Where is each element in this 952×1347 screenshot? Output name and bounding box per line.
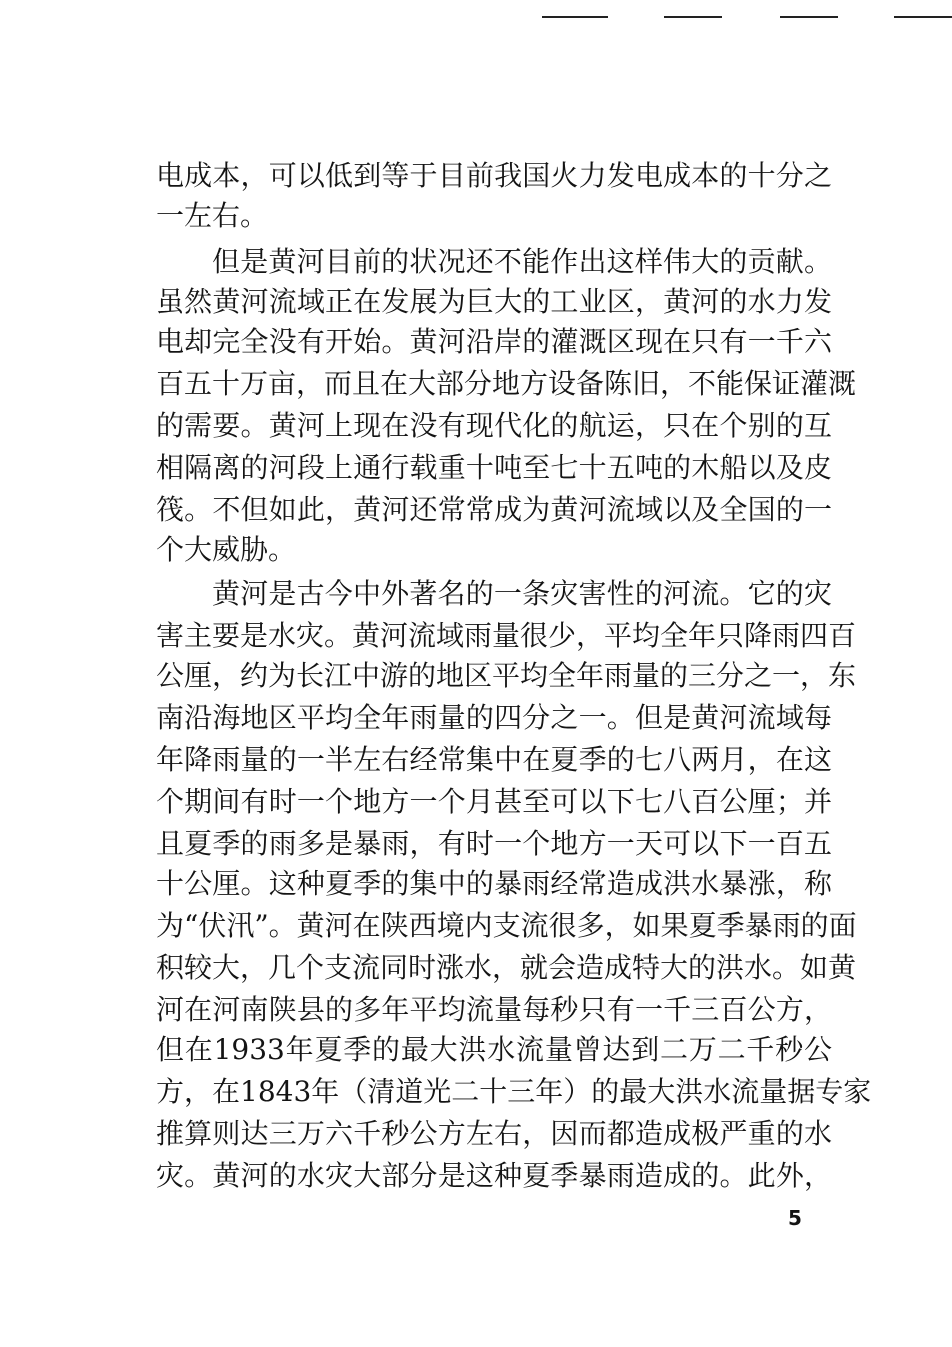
text-line: 十公厘。这种夏季的集中的暴雨经常造成洪水暴涨，称	[156, 867, 832, 900]
header-rule	[894, 16, 952, 18]
header-rule	[780, 16, 838, 18]
text-line: 个大威胁。	[156, 533, 297, 566]
text-line: 百五十万亩，而且在大部分地方设备陈旧，不能保证灌溉	[156, 367, 857, 400]
text-line: 但在1933年夏季的最大洪水流量曾达到二万二千秒公	[156, 1033, 832, 1066]
text-line: 公厘，约为长江中游的地区平均全年雨量的三分之一，东	[156, 659, 857, 692]
text-line: 灾。黄河的水灾大部分是这种夏季暴雨造成的。此外，	[156, 1159, 832, 1192]
text-line: 害主要是水灾。黄河流域雨量很少，平均全年只降雨四百	[156, 619, 857, 652]
text-line: 筏。不但如此，黄河还常常成为黄河流域以及全国的一	[156, 493, 832, 526]
header-rule	[542, 16, 608, 18]
text-line: 方，在1843年（清道光二十三年）的最大洪水流量据专家	[156, 1075, 872, 1108]
text-line: 电成本，可以低到等于目前我国火力发电成本的十分之	[156, 159, 832, 192]
header-rule	[664, 16, 722, 18]
text-line: 但是黄河目前的状况还不能作出这样伟大的贡献。	[212, 245, 832, 278]
text-line: 年降雨量的一半左右经常集中在夏季的七八两月，在这	[156, 743, 832, 776]
text-line: 积较大，几个支流同时涨水，就会造成特大的洪水。如黄	[156, 951, 857, 984]
text-line: 且夏季的雨多是暴雨，有时一个地方一天可以下一百五	[156, 827, 832, 860]
text-line: 虽然黄河流域正在发展为巨大的工业区，黄河的水力发	[156, 285, 832, 318]
text-line: 的需要。黄河上现在没有现代化的航运，只在个别的互	[156, 409, 832, 442]
text-line: 河在河南陕县的多年平均流量每秒只有一千三百公方，	[156, 993, 832, 1026]
text-line: 南沿海地区平均全年雨量的四分之一。但是黄河流域每	[156, 701, 832, 734]
page-number: 5	[788, 1206, 802, 1230]
text-line: 电却完全没有开始。黄河沿岸的灌溉区现在只有一千六	[156, 325, 832, 358]
text-line: 为“伏汛”。黄河在陕西境内支流很多，如果夏季暴雨的面	[156, 909, 857, 942]
text-line: 个期间有时一个地方一个月甚至可以下七八百公厘；并	[156, 785, 832, 818]
text-line: 相隔离的河段上通行载重十吨至七十五吨的木船以及皮	[156, 451, 832, 484]
text-line: 一左右。	[156, 199, 269, 232]
text-line: 推算则达三万六千秒公方左右，因而都造成极严重的水	[156, 1117, 832, 1150]
text-line: 黄河是古今中外著名的一条灾害性的河流。它的灾	[212, 577, 832, 610]
